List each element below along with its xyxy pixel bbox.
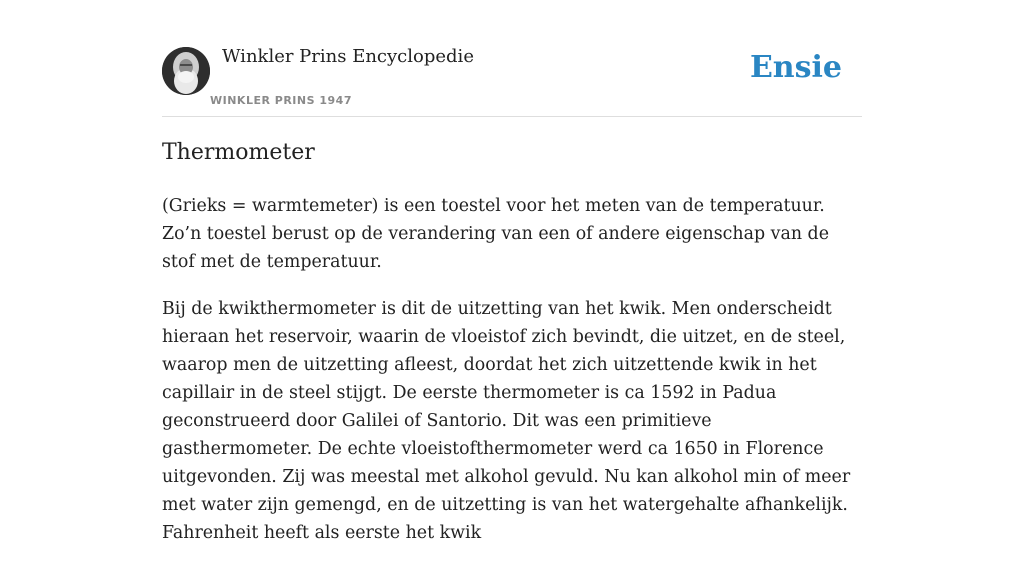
author-avatar[interactable] [162, 47, 210, 95]
site-title[interactable]: Winkler Prins Encyclopedie [222, 46, 474, 67]
article-title: Thermometer [162, 140, 315, 165]
paragraph: Bij de kwikthermometer is dit de uitzetting van het kwik. Men onderscheidt hieraan het reservoir, waarin de vloeistof zich bevindt, die uitzet, en de steel, waarop men de uitzetting afleest, doordat het zich uitzettende kwik in het capillair in de steel stijgt. De eerste thermometer is ca 1592 in Padua geconstrueerd door Galilei of Santorio. Dit was een primitieve gasthermometer. De echte vloeistofthermometer werd ca 1650 in Florence uitgevonden. Zij was meestal met alkohol gevuld. Nu kan alkohol min of meer met water zijn gemengd, en de uitzetting is van het watergehalte afhankelijk. Fahrenheit heeft als eerste het kwik [162, 299, 851, 543]
portrait-image [162, 47, 210, 95]
brand-logo[interactable]: Ensie [749, 50, 842, 85]
header [162, 0, 862, 117]
page [162, 0, 862, 543]
site-subtitle: WINKLER PRINS 1947 [210, 94, 352, 107]
paragraph: (Grieks = warmtemeter) is een toestel voor het meten van de temperatuur. Zo’n toestel berust op de verandering van een of andere eigenschap van de stof met de temperatuur. [162, 196, 829, 272]
article-body [162, 192, 862, 566]
